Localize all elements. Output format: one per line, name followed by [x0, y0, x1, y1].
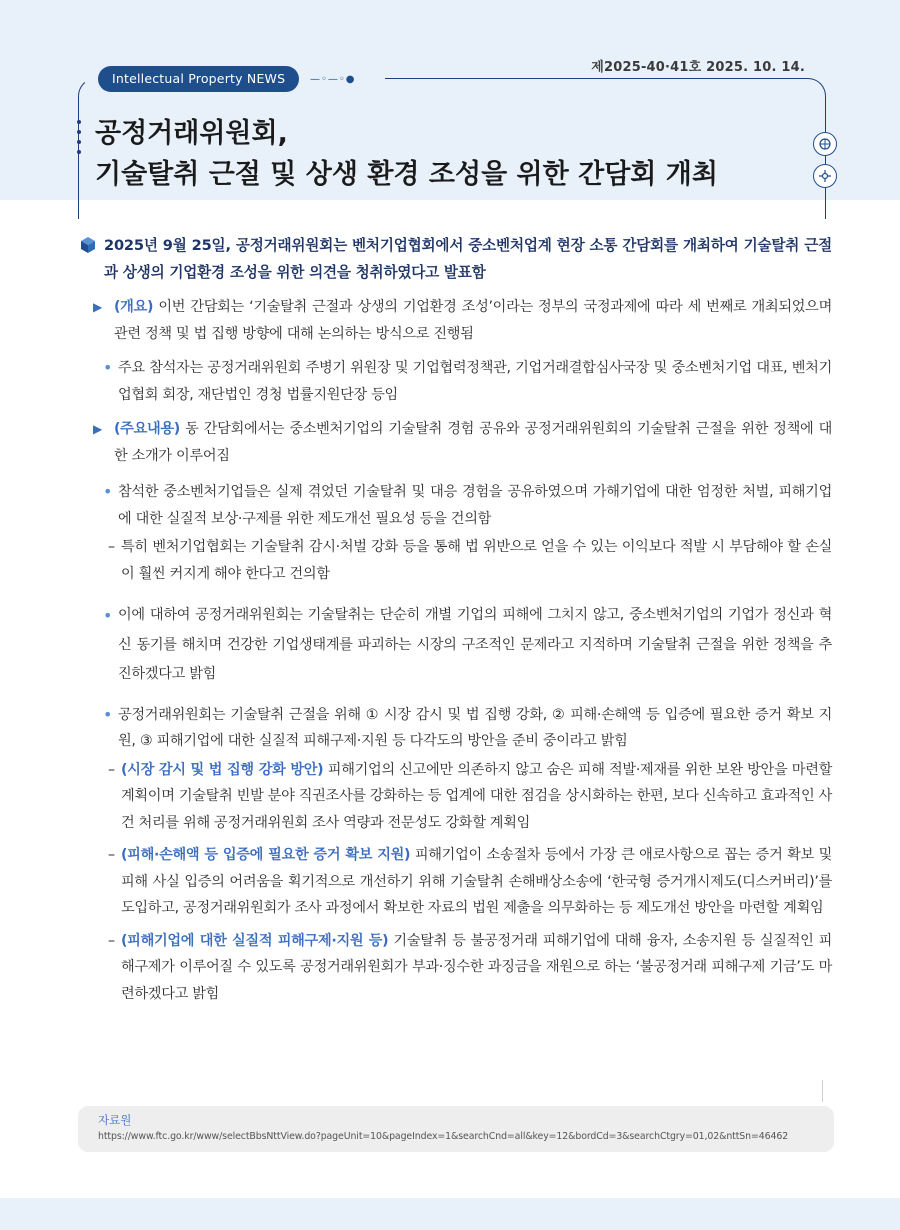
triangle-bullet-icon: ▶ [93, 300, 102, 314]
section-overview: ▶ (개요) 이번 간담회는 ‘기술탈취 근절과 상생의 기업환경 조성’이라는 정부의 국정과제에 따라 세 번째로 개최되었으며 관련 정책 및 법 집행 방향에 대해 논의하는 방식으로 진행됨 [80, 294, 832, 347]
gear-network-icon [813, 164, 837, 188]
dot-bullet-icon: • [103, 358, 113, 377]
decorative-dot-column [73, 120, 85, 210]
dot-bullet-icon: • [103, 606, 113, 625]
list-subitem: – (피해·손해액 등 입증에 필요한 증거 확보 지원) 피해기업이 소송절차 등에서 가장 큰 애로사항으로 꼽는 증거 확보 및 피해 사실 입증의 어려움을 획기적으로 개선하기 위해 기술탈취 손해배상소송에 ‘한국형 증거개시제도(디스커버리)’를 도입하고, 공정거래위원회가 조사 과정에서 확보한 자료의 법원 제출을 의무화하는 등 제도개선 방안을 마련할 계획임 [80, 842, 832, 922]
list-subitem: – (시장 감시 및 법 집행 강화 방안) 피해기업의 신고에만 의존하지 않고 숨은 피해 적발·제재를 위한 보완 방안을 마련할 계획이며 기술탈취 빈발 분야 직권조사를 강화하는 등 업계에 대한 점검을 상시화하는 한편, 보다 신속하고 효과적인 사건 처리를 위해 공정거래위원회 조사 역량과 전문성도 강화할 계획임 [80, 757, 832, 837]
page-title [95, 113, 795, 195]
section-main-content: ▶ (주요내용) 동 간담회에서는 중소벤처기업의 기술탈취 경험 공유와 공정거래위원회의 기술탈취 근절을 위한 정책에 대한 소개가 이루어짐 [80, 416, 832, 469]
source-url[interactable]: https://www.ftc.go.kr/www/selectBbsNttView.do?pageUnit=10&pageIndex=1&searchCnd=all&key=12&bordCd=3&searchCtgry=01,02&nttSn=46462 [98, 1131, 789, 1142]
source-box [78, 1106, 834, 1152]
source-label: 자료원 [98, 1113, 132, 1127]
footer-band [0, 1198, 900, 1230]
article-body [80, 232, 832, 1007]
dash-bullet-icon: – [108, 761, 115, 778]
list-item: • 주요 참석자는 공정거래위원회 주병기 위원장 및 기업협력정책관, 기업거래결합심사국장 및 중소벤처기업 대표, 벤처기업협회 회장, 재단법인 경청 법률지원단장 등임 [80, 355, 832, 408]
dot-bullet-icon: • [103, 482, 113, 501]
title-line-2: 기술탈취 근절 및 상생 환경 조성을 위한 간담회 개최 [95, 159, 718, 190]
list-item: • 공정거래위원회는 기술탈취 근절을 위해 ① 시장 감시 및 법 집행 강화, ② 피해·손해액 등 입증에 필요한 증거 확보 지원, ③ 피해기업에 대한 실질적 피해구제·지원 등 다각도의 방안을 준비 중이라고 밝힘 [80, 702, 832, 755]
cube-bullet-icon [80, 236, 96, 254]
list-subitem: – (피해기업에 대한 실질적 피해구제·지원 등) 기술탈취 등 불공정거래 피해기업에 대해 융자, 소송지원 등 실질적인 피해구제가 이루어질 수 있도록 공정거래위원회가 부과·징수한 과징금을 재원으로 하는 ‘불공정거래 피해구제 기금’도 마련하겠다고 밝힘 [80, 928, 832, 1008]
globe-leaf-icon [813, 132, 837, 156]
dot-bullet-icon: • [103, 704, 113, 724]
list-item: • 이에 대하여 공정거래위원회는 기술탈취는 단순히 개별 기업의 피해에 그치지 않고, 중소벤처기업의 기업가 정신과 혁신 동기를 해치며 건강한 기업생태계를 파괴하는 시장의 구조적인 문제라고 지적하며 기술탈취 근절을 위한 정책을 추진하겠다고 밝힘 [80, 601, 832, 690]
issue-number: 제2025-40·41호 2025. 10. 14. [591, 60, 805, 75]
dash-bullet-icon: – [108, 932, 115, 949]
lead-summary: 2025년 9월 25일, 공정거래위원회는 벤처기업협회에서 중소벤처업계 현장 소통 간담회를 개최하여 기술탈취 근절과 상생의 기업환경 조성을 위한 의견을 청취하였다고 발표함 [80, 232, 832, 286]
dash-bullet-icon: – [108, 539, 115, 555]
list-item: • 참석한 중소벤처기업들은 실제 겪었던 기술탈취 및 대응 경험을 공유하였으며 가해기업에 대한 엄정한 처벌, 피해기업에 대한 실질적 보상·구제를 위한 제도개선 필요성 등을 건의함 [80, 479, 832, 532]
list-subitem: – 특히 벤처기업협회는 기술탈취 감시·처벌 강화 등을 통해 법 위반으로 얻을 수 있는 이익보다 적발 시 부담해야 할 손실이 훨씬 커지게 해야 한다고 건의함 [80, 534, 832, 587]
title-line-1: 공정거래위원회, [95, 118, 288, 149]
dash-bullet-icon: – [108, 847, 115, 863]
decorative-dots: —◦—◦● [310, 74, 356, 85]
newsletter-label: Intellectual Property NEWS [98, 66, 299, 92]
triangle-bullet-icon: ▶ [93, 422, 102, 436]
